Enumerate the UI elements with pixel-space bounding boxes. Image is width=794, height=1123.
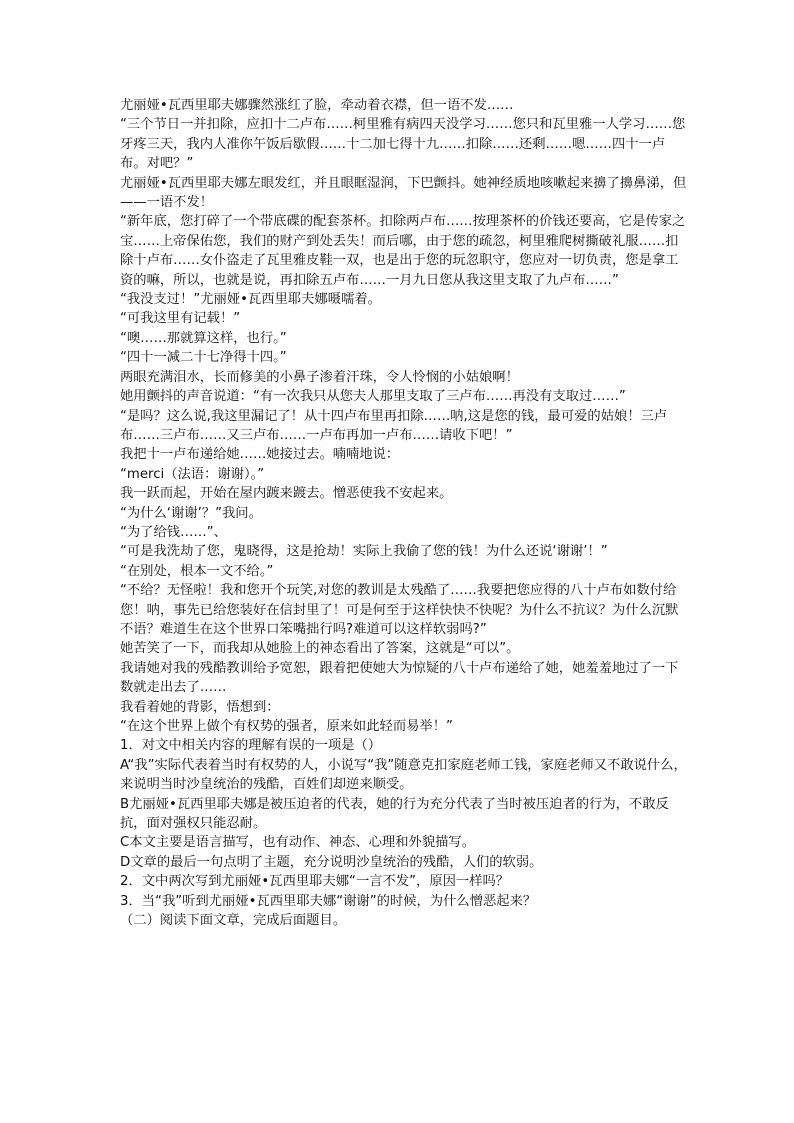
paragraph-17: “可是我洗劫了您，鬼晓得，这是抢劫！实际上我偷了您的钱！为什么还说‘谢谢’！” xyxy=(120,544,608,560)
paragraph-6: “可我这里有记载！” xyxy=(120,311,241,327)
option-d: D文章的最后一句点明了主题，充分说明沙皇统治的残酷，人们的软弱。 xyxy=(120,854,543,870)
question-1: 1．对文中相关内容的理解有误的一项是（） xyxy=(120,738,382,754)
paragraph-18: “在别处，根本一文不给。” xyxy=(120,563,274,579)
paragraph-12: 我把十一卢布递给她……她接过去。喃喃地说： xyxy=(120,447,400,463)
paragraph-9: 两眼充满泪水，长而修美的小鼻子渗着汗珠，令人怜悯的小姑娘啊！ xyxy=(120,369,519,385)
paragraph-13: “merci（法语：谢谢）。” xyxy=(120,466,265,482)
option-c: C本文主要是语言描写，也有动作、神态、心理和外貌描写。 xyxy=(120,835,476,851)
paragraph-22: 我看着她的背影，悟想到： xyxy=(120,699,280,715)
option-b: B尤丽娅•瓦西里耶夫娜是被压迫者的代表，她的行为充分代表了当时被压迫者的行为，不敢反抗，面对强权只能忍耐。 xyxy=(120,796,669,832)
paragraph-20: 她苦笑了一下，而我却从她脸上的神态看出了答案，这就是“可以”。 xyxy=(120,641,520,657)
paragraph-16: “为了给钱……”、 xyxy=(120,524,227,540)
question-3: 3．当“我”听到尤丽娅•瓦西里耶夫娜“谢谢”的时候，为什么憎恶起来？ xyxy=(120,893,537,909)
document-page xyxy=(120,96,690,930)
paragraph-11: “是吗？这么说,我这里漏记了！从十四卢布里再扣除……呐,这是您的钱，最可爱的姑娘！三卢布……三卢布……又三卢布……一卢布再加一卢布……请收下吧！” xyxy=(120,408,668,443)
paragraph-10: 她用颤抖的声音说道：“有一次我只从您夫人那里支取了三卢布……再没有支取过……” xyxy=(120,389,626,405)
paragraph-15: “为什么‘谢谢’？”我问。 xyxy=(120,505,262,521)
paragraph-21: 我请她对我的残酷教训给予宽恕，跟着把使她大为惊疑的八十卢布递给了她，她羞羞地过了一下数就走出去了…… xyxy=(120,660,679,696)
option-a: A“我”实际代表着当时有权势的人，小说写“我”随意克扣家庭老师工钱，家庭老师又不敢说什么，来说明当时沙皇统治的残酷，百姓们却逆来顺受。 xyxy=(120,757,687,793)
paragraph-1: 尤丽娅•瓦西里耶夫娜骤然涨红了脸，牵动着衣襟，但一语不发…… xyxy=(120,98,514,113)
paragraph-4: “新年底，您打碎了一个带底碟的配套茶杯。扣除两卢布……按理茶杯的价钱还要高，它是传家之宝……上帝保佑您，我们的财产到处丢失！而后哪，由于您的疏忽，柯里雅爬树撕破礼服……扣除十卢布……女仆盗走了瓦里雅皮鞋一双，也是出于您的玩忽职守，您应对一切负责，您是拿工资的嘛，所以，也就是说，再扣除五卢布……一月九日您从我这里支取了九卢布……” xyxy=(120,214,686,288)
paragraph-23: “在这个世界上做个有权势的强者，原来如此轻而易举！” xyxy=(120,719,453,734)
paragraph-3: 尤丽娅•瓦西里耶夫娜左眼发红，并且眼眶湿润，下巴颤抖。她神经质地咳嗽起来擤了擤鼻涕，但——一语不发！ xyxy=(120,175,687,211)
paragraph-2: “三个节日一并扣除，应扣十二卢布……柯里雅有病四天没学习……您只和瓦里雅一人学习……您牙疼三天，我内人准你午饭后歇假……十二加七得十九……扣除……还剩……嗯……四十一卢布。对吧？” xyxy=(120,117,686,172)
paragraph-19: “不给？无怪啦！我和您开个玩笑,对您的教训是太残酷了……我要把您应得的八十卢布如数付给您！呐，事先已给您装好在信封里了！可是何至于这样快快不快呢？为什么不抗议？为什么沉默不语？难道生在这个世界口笨嘴拙行吗?难道可以这样软弱吗?” xyxy=(120,583,679,637)
question-2: 2．文中两次写到尤丽娅•瓦西里耶夫娜“一言不发”，原因一样吗？ xyxy=(120,874,510,890)
paragraph-5: “我没支过！”尤丽娅•瓦西里耶夫娜嗫嚅着。 xyxy=(120,292,381,308)
paragraph-7: “噢……那就算这样，也行。” xyxy=(120,330,287,346)
paragraph-8: “四十一减二十七净得十四。” xyxy=(120,350,287,366)
paragraph-14: 我一跃而起，开始在屋内踱来踱去。憎恶使我不安起来。 xyxy=(120,486,453,502)
section-heading: （二）阅读下面文章，完成后面题目。 xyxy=(120,913,347,929)
